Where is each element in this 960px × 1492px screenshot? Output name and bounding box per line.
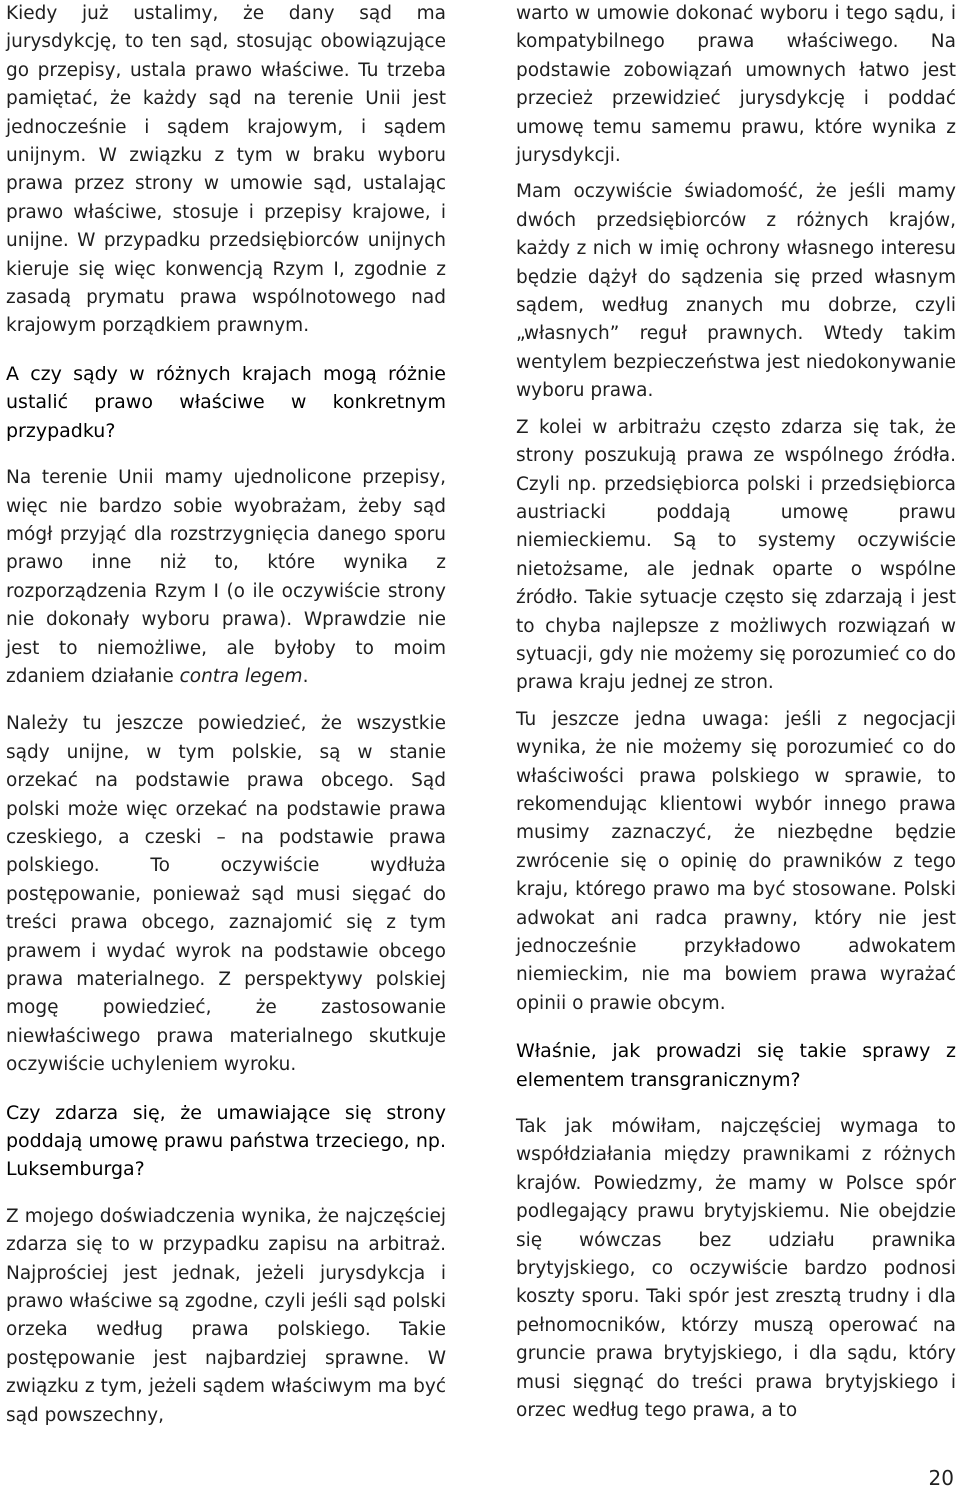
paragraph: Mam oczywiście świadomość, że jeśli mamy dwóch przedsiębiorców z różnych krajów, każdy z nich w imię ochrony własnego interesu będzie dążył do sądzenia się przed własnym sądem, według znanych mu dobrze, czyli „własnych” reguł prawnych. Wtedy takim wentylem bezpieczeństwa jest niedokonywanie wyboru prawa. [516, 181, 956, 402]
paragraph [6, 464, 446, 691]
left-column [6, 0, 446, 1449]
paragraph: Tak jak mówiłam, najczęściej wymaga to współdziałania między prawnikami z różnych krajów. Powiedzmy, że mamy w Polsce spór podlegający prawu brytyjskiemu. Nie obejdzie się wówczas bez udziału prawnika brytyjskiego, co oczywiście bardzo podnosi koszty sporu. Taki spór jest zresztą trudny i dla pełnomocników, którzy muszą operować na gruncie prawa brytyjskiego, i dla sądu, który musi sięgnąć do treści prawa brytyjskiego i orzec według tego prawa, a to [516, 1116, 956, 1422]
paragraph-text: Na terenie Unii mamy ujednolicone przepisy, więc nie bardzo sobie wyobrażam, żeby sąd mógł przyjąć dla rozstrzygnięcia danego sporu prawo inne niż to, które wynika z rozporządzenia Rzym I (o ile oczywiście strony nie dokonały wyboru prawa). Wprawdzie nie jest to niemożliwe, ale byłoby to moim zdaniem działanie [6, 467, 446, 687]
paragraph: Tu jeszcze jedna uwaga: jeśli z negocjacji wynika, że nie możemy się porozumieć co do właściwości prawa polskiego w sprawie, to rekomendując klientowi wybór innego prawa musimy zaznaczyć, że niezbędne będzie zwrócenie się o opinię do prawników z tego kraju, którego prawo ma być stosowane. Polski adwokat ani radca prawny, który nie jest jednocześnie przykładowo adwokatem niemieckim, nie ma bowiem prawa wyrażać opinii o prawie obcym. [516, 708, 956, 1014]
page-number: 20 [928, 1466, 954, 1490]
paragraph: Należy tu jeszcze powiedzieć, że wszystkie sądy unijne, w tym polskie, są w stanie orzekać na podstawie prawa obcego. Sąd polski może więc orzekać na podstawie prawa czeskiego, a czeski – na podstawie prawa polskiego. To oczywiście wydłuża postępowanie, ponieważ sąd musi sięgać do treści prawa obcego, zaznajomić się z tym prawem i wydać wyrok na podstawie obcego prawa materialnego. Z perspektywy polskiej mogę powiedzieć, że zastosowanie niewłaściwego prawa materialnego skutkuje oczywiście uchyleniem wyroku. [6, 713, 446, 1076]
interview-question: A czy sądy w różnych krajach mogą różnie ustalić prawo właściwe w konkretnym przypadku? [6, 362, 446, 442]
paragraph: Kiedy już ustalimy, że dany sąd ma jurysdykcję, to ten sąd, stosując obowiązujące go przepisy, ustala prawo właściwe. Tu trzeba pamiętać, że każdy sąd na terenie Unii jest jednocześnie i sądem krajowym, i sądem unijnym. W związku z tym w braku wyboru prawa przez strony w umowie sąd, ustalając prawo właściwe, stosuje i przepisy krajowe, i unijne. W przypadku przedsiębiorców unijnych kieruje się więc konwencją Rzym I, zgodnie z zasadą prymatu prawa wspólnotowego nad krajowym porządkiem prawnym. [6, 3, 446, 337]
latin-term: contra legem [179, 665, 303, 687]
interview-question: Czy zdarza się, że umawiające się strony poddają umowę prawu państwa trzeciego, np. Luksemburga? [6, 1101, 446, 1181]
interview-question: Właśnie, jak prowadzi się takie sprawy z elementem transgranicznym? [516, 1040, 956, 1091]
paragraph: warto w umowie dokonać wyboru i tego sądu, i kompatybilnego prawa właściwego. Na podstawie zobowiązań umownych łatwo jest przecież przewidzieć jurysdykcję i poddać umowę temu samemu prawu, które wynika z jurysdykcji. [516, 3, 956, 167]
paragraph-end: . [302, 665, 309, 687]
right-column [516, 0, 956, 1445]
paragraph: Z mojego doświadczenia wynika, że najczęściej zdarza się to w przypadku zapisu na arbitraż. Najprościej jest jednak, jeżeli jurysdykcja i prawo właściwe są zgodne, czyli jeśli sąd polski orzeka według prawa polskiego. Takie postępowanie jest najbardziej sprawne. W związku z tym, jeżeli sądem właściwym ma być sąd powszechny, [6, 1205, 446, 1426]
paragraph: Z kolei w arbitrażu często zdarza się tak, że strony poszukują prawa ze wspólnego źródła. Czyli np. przedsiębiorca polski i przedsiębiorca austriacki poddają umowę prawu niemieckiemu. Są to systemy oczywiście nietożsame, ale jednak oparte o wspólne źródło. Takie sytuacje często się zdarzają i jest to chyba najlepsze z możliwych rozwiązań w sytuacji, gdy nie możemy się porozumieć co do prawa kraju jednej ze stron. [516, 416, 956, 694]
